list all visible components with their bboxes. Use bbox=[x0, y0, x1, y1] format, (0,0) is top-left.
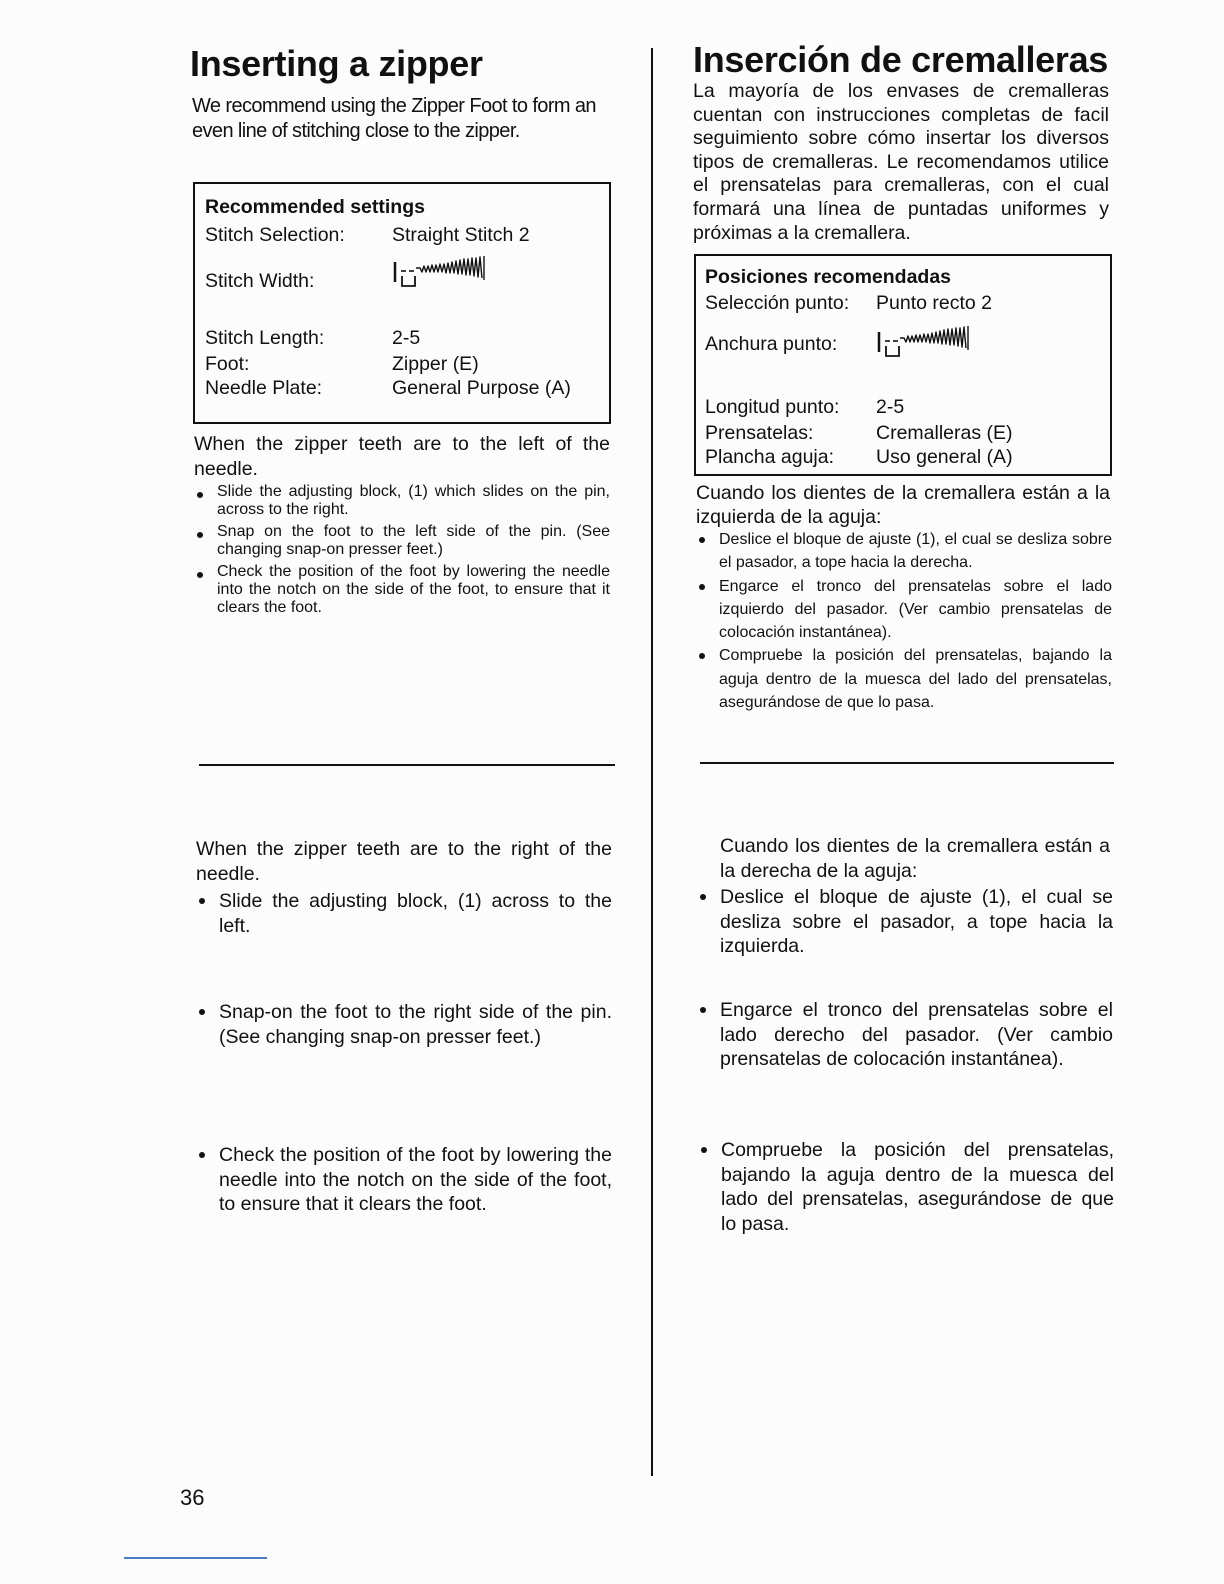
setting-value-stitch-selection: Punto recto 2 bbox=[876, 292, 992, 314]
setting-label-stitch-selection: Selección punto: bbox=[705, 292, 850, 314]
english-left-case-bullets bbox=[194, 483, 610, 621]
list-item: Compruebe la posición del prensatelas, bajando la aguja dentro de la muesca del lado del prensatelas, asegurándose de que lo pasa. bbox=[696, 644, 1112, 714]
settings-heading: Posiciones recomendadas bbox=[705, 266, 952, 288]
setting-label-needle-plate: Needle Plate: bbox=[205, 377, 323, 399]
english-left-case-lead: When the zipper teeth are to the left of the needle. bbox=[194, 433, 610, 480]
english-title: Inserting a zipper bbox=[190, 43, 483, 84]
spanish-title: Inserción de cremalleras bbox=[693, 39, 1109, 80]
setting-label-needle-plate: Plancha aguja: bbox=[705, 446, 835, 468]
english-right-case-bullet-3: Check the position of the foot by lowering the needle into the notch on the side of the foot, to ensure that it clears the foot. bbox=[196, 1143, 612, 1217]
setting-label-stitch-width: Stitch Width: bbox=[205, 270, 315, 292]
setting-value-stitch-selection: Straight Stitch 2 bbox=[392, 224, 530, 246]
setting-value-foot: Cremalleras (E) bbox=[876, 422, 1013, 444]
setting-label-stitch-length: Longitud punto: bbox=[705, 396, 840, 418]
setting-label-stitch-width: Anchura punto: bbox=[705, 333, 838, 355]
list-item: Deslice el bloque de ajuste (1), el cual se desliza sobre el pasador, a tope hacia la derecha. bbox=[696, 528, 1112, 575]
english-right-case-lead: When the zipper teeth are to the right of the needle. bbox=[196, 838, 612, 885]
spanish-right-case-bullet-2: Engarce el tronco del prensatelas sobre el lado derecho del pasador. (Ver cambio prensatelas de colocación instantánea). bbox=[697, 998, 1113, 1072]
setting-value-stitch-length: 2-5 bbox=[392, 327, 421, 349]
list-item: Snap on the foot to the left side of the pin. (See changing snap-on presser feet.) bbox=[194, 523, 610, 559]
setting-label-stitch-length: Stitch Length: bbox=[205, 327, 325, 349]
column-divider bbox=[651, 48, 653, 1476]
stitch-width-scale-icon bbox=[876, 326, 1036, 360]
list-item: Check the position of the foot by lowering the needle into the notch on the side of the foot, to ensure that it clears the foot. bbox=[194, 563, 610, 617]
spanish-intro: La mayoría de los envases de cremalleras cuentan con instrucciones completas de facil seguimiento sobre cómo insertar los diversos tipos de cremalleras. Le recomendamos utilice el prensatelas para cremalleras, con el cual formará una línea de puntadas uniformes y próximas a la cremallera. bbox=[693, 80, 1109, 244]
footer-underline bbox=[124, 1557, 267, 1559]
list-item: Engarce el tronco del prensatelas sobre el lado izquierdo del pasador. (Ver cambio prensatelas de colocación instantánea). bbox=[696, 575, 1112, 645]
english-right-case-bullet-1: Slide the adjusting block, (1) across to the left. bbox=[196, 889, 612, 938]
setting-label-foot: Foot: bbox=[205, 353, 250, 375]
setting-value-needle-plate: General Purpose (A) bbox=[392, 377, 571, 399]
list-item: Slide the adjusting block, (1) which slides on the pin, across to the right. bbox=[194, 483, 610, 519]
setting-label-stitch-selection: Stitch Selection: bbox=[205, 224, 345, 246]
english-settings-box bbox=[193, 182, 611, 424]
setting-value-stitch-length: 2-5 bbox=[876, 396, 905, 418]
english-right-case-bullet-2: Snap-on the foot to the right side of the pin. (See changing snap-on presser feet.) bbox=[196, 1000, 612, 1049]
spanish-settings-box bbox=[694, 254, 1112, 476]
setting-label-foot: Prensatelas: bbox=[705, 422, 814, 444]
spanish-right-case-bullet-3: Compruebe la posición del prensatelas, bajando la aguja dentro de la muesca del lado del prensatelas, asegurándose de que lo pasa. bbox=[698, 1138, 1114, 1236]
english-section-divider bbox=[199, 764, 615, 766]
spanish-right-case-bullet-1: Deslice el bloque de ajuste (1), el cual se desliza sobre el pasador, a tope hacia la izquierda. bbox=[697, 885, 1113, 959]
spanish-left-case-bullets bbox=[696, 528, 1112, 714]
page-number: 36 bbox=[180, 1485, 205, 1510]
spanish-section-divider bbox=[700, 762, 1114, 764]
setting-value-needle-plate: Uso general (A) bbox=[876, 446, 1013, 468]
spanish-right-case-lead: Cuando los dientes de la cremallera están a la derecha de la aguja: bbox=[720, 835, 1110, 882]
settings-heading: Recommended settings bbox=[205, 196, 425, 218]
stitch-width-scale-icon bbox=[392, 256, 552, 290]
english-intro: We recommend using the Zipper Foot to form an even line of stitching close to the zipper. bbox=[192, 95, 596, 142]
setting-value-foot: Zipper (E) bbox=[392, 353, 479, 375]
spanish-left-case-lead: Cuando los dientes de la cremallera están a la izquierda de la aguja: bbox=[696, 482, 1110, 528]
